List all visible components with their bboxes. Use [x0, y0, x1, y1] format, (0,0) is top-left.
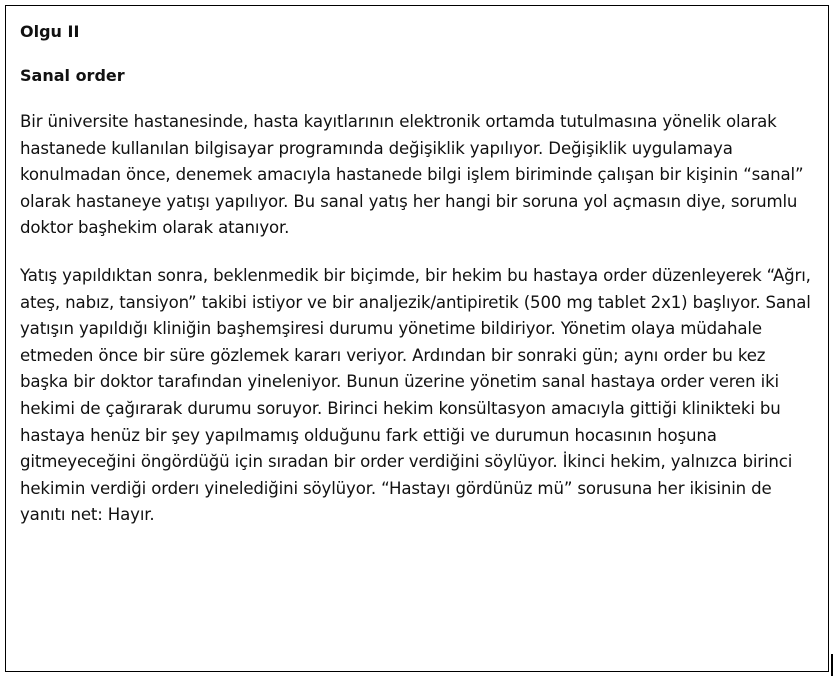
- case-text-box: [5, 5, 829, 672]
- case-paragraph-2: Yatış yapıldıktan sonra, beklenmedik bir biçimde, bir hekim bu hastaya order düzenleyerek “Ağrı, ateş, nabız, tansiyon” takibi istiyor ve bir analjezik/antipiretik (500 mg tablet 2x1) başlıyor. Sanal yatışın yapıldığı kliniğin başhemşiresi durumu yönetime bildiriyor. Yönetim olaya müdahale etmeden önce bir süre gözlemek kararı veriyor. Ardından bir sonraki gün; aynı order bu kez başka bir doktor tarafından yineleniyor. Bunun üzerine yönetim sanal hastaya order veren iki hekimi de çağırarak durumu soruyor. Birinci hekim konsültasyon amacıyla gittiği klinikteki bu hastaya henüz bir şey yapılmamış olduğunu fark ettiği ve durumun hocasının hoşuna gitmeyeceğini öngördüğü için sıradan bir order verdiğini söylüyor. İkinci hekim, yalnızca birinci hekimin verdiği orderı yinelediğini söylüyor. “Hastayı gördünüz mü” sorusuna her ikisinin de yanıtı net: Hayır.: [20, 265, 811, 525]
- case-paragraph-1: Bir üniversite hastanesinde, hasta kayıtlarının elektronik ortamda tutulmasına yönelik olarak hastanede kullanılan bilgisayar programında değişiklik yapılıyor. Değişiklik uygulamaya konulmadan önce, denemek amacıyla hastanede bilgi işlem biriminde çalışan bir kişinin “sanal” olarak hastaneye yatışı yapılıyor. Bu sanal yatış her hangi bir soruna yol açmasın diye, sorumlu doktor başhekim olarak atanıyor.: [20, 112, 804, 238]
- case-title: Olgu II: [20, 22, 80, 41]
- text-cursor-mark: [831, 654, 833, 676]
- case-subtitle: Sanal order: [20, 66, 125, 85]
